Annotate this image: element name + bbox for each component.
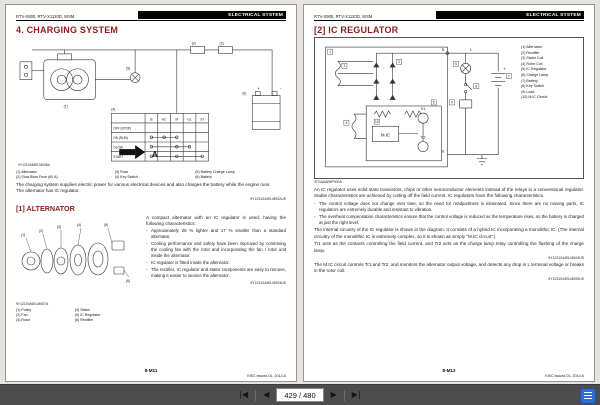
legend-item: (5) IC Regulator bbox=[521, 67, 547, 72]
legend-item: (2) Rectifier bbox=[521, 50, 540, 55]
header-section-bar: ELECTRICAL SYSTEM bbox=[138, 11, 286, 19]
alternator-section bbox=[16, 215, 286, 325]
callout-1: (1) bbox=[63, 104, 68, 109]
page-number: 8-M12 bbox=[442, 368, 456, 373]
c-callout-2: 2 bbox=[398, 60, 401, 65]
kt-col-m: M bbox=[175, 117, 179, 122]
mic-label: M.IC bbox=[381, 132, 390, 138]
tr2-label: Tr2 bbox=[420, 135, 426, 140]
bullet-marker: - bbox=[146, 266, 148, 272]
alternator-intro: A compact alternator with an IC regulator is used, having the following characteristics: bbox=[146, 214, 286, 226]
page-header bbox=[314, 11, 584, 19]
c-callout-8: 8 bbox=[475, 84, 478, 89]
bullet-item bbox=[314, 214, 584, 226]
alt-callout-4: (4) bbox=[77, 222, 82, 227]
stator-coil-symbol bbox=[335, 61, 373, 85]
bullet-marker: - bbox=[314, 213, 316, 219]
kt-row-start: START bbox=[113, 154, 124, 159]
kt-col-st: ST bbox=[200, 117, 205, 122]
legend-item: (2) Fan bbox=[16, 312, 28, 317]
ic-regulator-circuit-svg bbox=[319, 41, 519, 175]
charging-wiring-diagram bbox=[16, 37, 286, 168]
terminal-b: B bbox=[442, 48, 445, 53]
figure-code: 9Y1210446ELM007A bbox=[16, 301, 49, 306]
previous-page-button[interactable]: ◀ bbox=[263, 390, 270, 399]
c-callout-9: 9 bbox=[451, 100, 453, 105]
alt-callout-3: (3) bbox=[57, 224, 62, 229]
section-title: [2] IC REGULATOR bbox=[314, 25, 399, 35]
legend-item: (6) Charge Lamp bbox=[521, 72, 549, 77]
pages-icon bbox=[584, 395, 592, 397]
alternator-text-column bbox=[146, 215, 286, 325]
bullet-marker: - bbox=[146, 228, 148, 234]
alternator-exploded-svg bbox=[16, 215, 138, 301]
bullet-text: The rectifier, IC regulator and stator components are easy to remove, making it easier to service the alternator. bbox=[151, 266, 286, 278]
bullet-marker: - bbox=[146, 241, 148, 247]
reference-code: 9Y1231044ELM005US bbox=[548, 276, 584, 281]
ic-regulator-block bbox=[366, 106, 441, 161]
bullet-text: IC regulator is fitted inside the alternator. bbox=[151, 260, 230, 265]
ic-regulator-text bbox=[314, 187, 584, 281]
header-model-text: RTV-X900, RTV-X1120D, WSM bbox=[16, 13, 75, 19]
page-navigation bbox=[237, 388, 362, 402]
battery-plus-mark: + bbox=[257, 86, 260, 92]
first-page-button[interactable]: |◀ bbox=[239, 390, 249, 399]
alternator-symbol bbox=[44, 54, 96, 100]
battery-plus-mark: + bbox=[503, 66, 506, 72]
legend-item: (1) Alternator bbox=[16, 170, 37, 174]
legend-item: (4) Key Switch bbox=[114, 175, 138, 179]
c-callout-5: 5 bbox=[432, 100, 435, 105]
legend-item: (3) Fuse bbox=[114, 170, 129, 174]
key-switch-symbol bbox=[464, 73, 471, 99]
fuse-symbol bbox=[219, 46, 233, 53]
alt-callout-6: (6) bbox=[126, 278, 131, 283]
tr1-label: Tr1 bbox=[420, 107, 426, 112]
legend-item: (3) Rotor bbox=[16, 317, 31, 322]
legend-item: (5) IC Regulator bbox=[74, 312, 101, 317]
reference-code: 9Y1231044ELM002US bbox=[250, 196, 286, 201]
callout-5: (5) bbox=[126, 66, 131, 71]
legend-item: (6) Rectifier bbox=[74, 317, 94, 322]
legend-item: (4) Rotor Coil bbox=[521, 61, 543, 66]
reference-code: 9Y1231044ELM003US bbox=[250, 280, 286, 285]
c-callout-1: 1 bbox=[329, 49, 332, 54]
paragraph: The internal circuitry of the IC regulator is shown in the diagram. It consists of a hybrid IC incorporating a monolithic IC. (The internal circuitry of the monolithic IC is extremely complex, so it is shown as simply "M.IC circuit".) bbox=[314, 227, 584, 239]
page-left bbox=[5, 4, 297, 382]
paragraph: An IC regulator uses solid state transistors, chips or other semiconductor elements instead of the relays in a conventional regulator. Stable characteristics are achieved by cutting off the field current. IC regulators have the following characteristics. bbox=[314, 187, 584, 199]
legend-item: (1) Alternator bbox=[521, 45, 542, 49]
c-callout-7: 7 bbox=[507, 74, 510, 79]
panel-toggle-button[interactable] bbox=[580, 388, 596, 404]
viewer-toolbar bbox=[0, 384, 600, 405]
terminal-e: E bbox=[442, 149, 445, 154]
diagram-callouts bbox=[64, 41, 282, 111]
alternator-legend bbox=[16, 308, 138, 322]
charging-intro-paragraph-2: The alternator has IC regulator. bbox=[16, 188, 80, 194]
toolbar-divider bbox=[255, 390, 256, 401]
page-number: 8-M11 bbox=[144, 368, 158, 373]
callout-6: (6) bbox=[242, 91, 247, 96]
callout-4: (4) bbox=[111, 107, 116, 112]
legend-item: (3) Stator Coil bbox=[521, 56, 544, 61]
header-rule bbox=[16, 20, 286, 21]
paragraph: Tr1 acts as the contacts controlling the field current, and Tr2 acts as the charge lamp relay controlling the flashing of the charge lamp. bbox=[314, 241, 584, 253]
battery-minus-mark: - bbox=[280, 86, 282, 92]
figure-code: 3TGAAAB9P000A bbox=[314, 180, 342, 184]
kt-row-glow: GLOW bbox=[113, 145, 123, 150]
ic-regulator-circuit-diagram bbox=[319, 41, 519, 175]
c-callout-6: 6 bbox=[455, 62, 457, 67]
section-title: 4. CHARGING SYSTEM bbox=[16, 25, 119, 35]
bullet-item bbox=[146, 267, 286, 279]
kt-row-off: OFF (STOP) bbox=[113, 126, 132, 131]
battery-symbol bbox=[252, 92, 280, 130]
bullet-marker: - bbox=[146, 260, 148, 265]
charging-schematic-svg bbox=[16, 37, 286, 168]
legend-item: (10) M.IC Circuit bbox=[521, 95, 548, 100]
page-right bbox=[303, 4, 595, 382]
page-number-display[interactable]: 429 / 480 bbox=[276, 388, 323, 402]
next-page-button[interactable]: ▶ bbox=[330, 390, 337, 399]
charging-intro-paragraph: The charging system supplies electric power for various electrical devices and also charges the battery while the engine runs. bbox=[16, 182, 271, 187]
legend-item: (8) Key Switch bbox=[521, 84, 545, 89]
page-header bbox=[16, 11, 286, 19]
alternator-title: [1] ALTERNATOR bbox=[16, 203, 75, 213]
kt-col-gl: GL bbox=[187, 117, 192, 122]
issue-note: KiSC issued 01, 2014 A bbox=[545, 374, 584, 378]
figure-code: 9Y1210446ELM006A bbox=[17, 163, 50, 168]
kt-col-b: B bbox=[150, 117, 153, 122]
c-callout-4: 4 bbox=[345, 121, 348, 126]
legend-item: (1) Pulley bbox=[16, 307, 32, 312]
bullet-item bbox=[146, 241, 286, 259]
kt-col-ac: AC bbox=[161, 117, 167, 122]
alternator-parts bbox=[22, 228, 129, 277]
issue-note: KiSC issued 01, 2014 A bbox=[247, 374, 286, 378]
alternator-figure-column bbox=[16, 215, 138, 325]
charge-lamp-symbol bbox=[461, 53, 471, 73]
rectifier-bridge bbox=[373, 53, 395, 100]
bullet-text: The overheat compensation characteristics ensure that the control voltage is reduced as the temperature rises, so the battery is charged at just the right level. bbox=[319, 213, 584, 225]
wiring-lines bbox=[20, 46, 280, 161]
load-symbol bbox=[460, 100, 472, 108]
legend-item: (6) Battery bbox=[195, 175, 212, 179]
header-rule bbox=[314, 20, 584, 21]
bullet-text: The control voltage does not change over time, so the need for readjustment is eliminated. Since there are no moving parts, IC regulators are extremely durable and resistant to vibration. bbox=[319, 200, 584, 212]
circuit-legend bbox=[519, 41, 579, 175]
alt-callout-5: (5) bbox=[104, 222, 109, 227]
kt-row-on: ON (RUN) bbox=[113, 135, 128, 140]
legend-item: (4) Stator bbox=[74, 307, 90, 312]
header-model-text: RTV-X900, RTV-X1120D, WSM bbox=[314, 13, 373, 19]
bullet-text: Cooling performance and safety have been improved by combining the cooling fan with the rotor and incorporating the fan / rotor unit inside the alternator. bbox=[151, 241, 286, 259]
header-section-bar: ELECTRICAL SYSTEM bbox=[436, 11, 584, 19]
rotor-coil-symbol bbox=[352, 114, 366, 138]
terminal-l: L bbox=[469, 48, 472, 53]
bullet-marker: - bbox=[314, 200, 316, 206]
bullet-item bbox=[146, 260, 286, 266]
view-a-label: A bbox=[151, 150, 158, 160]
charge-lamp-symbol bbox=[130, 73, 140, 83]
circuit-lines bbox=[326, 47, 506, 167]
ground-symbol bbox=[477, 155, 487, 165]
legend-item: (5) Battery Charge Lamp bbox=[195, 170, 235, 174]
last-page-button[interactable]: ▶| bbox=[351, 390, 361, 399]
c-callout-10: 10 bbox=[375, 120, 379, 125]
callout-2: (2) bbox=[191, 41, 196, 46]
paragraph: The M.IC circuit controls Tr1 and Tr2, and monitors the alternator output voltage, and detects any drop in L terminal voltage or breaks in the rotor coil. bbox=[314, 261, 584, 274]
legend-item: (7) Battery bbox=[521, 78, 538, 83]
wiring-legend bbox=[16, 170, 286, 179]
reference-code: 9Y1231044ELM004US bbox=[548, 256, 584, 261]
alternator-exploded-diagram bbox=[16, 215, 138, 301]
legend-item: (9) Load bbox=[521, 89, 535, 94]
c-callout-3: 3 bbox=[343, 64, 346, 69]
callout-3: (3) bbox=[219, 41, 224, 46]
slow-blow-fuse-symbol bbox=[191, 46, 205, 53]
bullet-text: Approximately 26 % lighter and 17 % smaller than a standard alternator. bbox=[151, 228, 286, 240]
toolbar-divider bbox=[344, 390, 345, 401]
alt-callout-1: (1) bbox=[21, 232, 26, 237]
bullet-item bbox=[314, 201, 584, 213]
ic-regulator-circuit-box bbox=[314, 37, 584, 179]
bullet-item bbox=[146, 228, 286, 240]
alt-callout-2: (2) bbox=[39, 228, 44, 233]
legend-item: (2) Slow Blow Fuse (60 A) bbox=[16, 175, 58, 179]
